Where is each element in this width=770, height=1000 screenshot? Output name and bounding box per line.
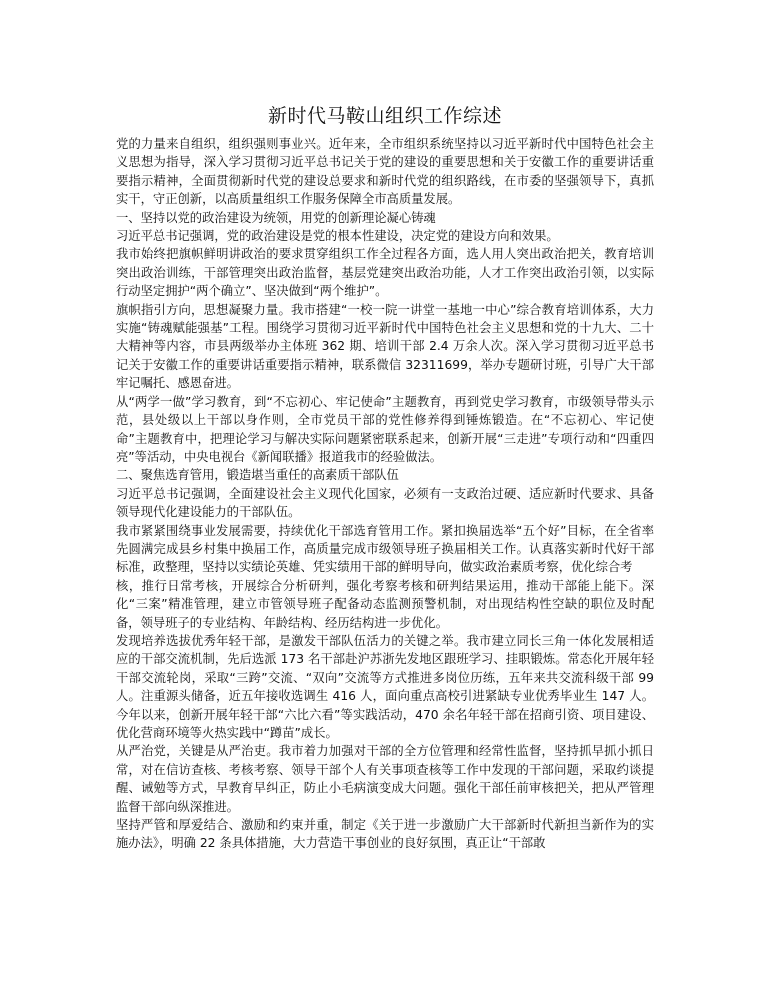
paragraph: 核，推行日常考核，开展综合分析研判，强化考察考核和研判结果运用，推动干部能上能下。深化“三案”精准管理，建立市管领导班子配备动态监测预警机制，对出现结构性空缺的职位及时配备，领导班子的专业结构、年龄结构、经历结构进一步优化。 xyxy=(116,578,654,630)
paragraph: 坚持严管和厚爱结合、激励和约束并重，制定《关于进一步激励广大干部新时代新担当新作为的实施办法》，明确 22 条具体措施，大力营造干事创业的良好氛围，真正让“干部敢 xyxy=(116,818,654,851)
paragraph: 发现培养选拔优秀年轻干部，是激发干部队伍活力的关键之举。我市建立同长三角一体化发展相适应的干部交流机制，先后选派 173 名干部赴沪苏浙先发地区跟班学习、挂职锻炼。常态化开展年轻干部交流轮岗，采取“三跨”交流、“双向”交流等方式推进多岗位历练，五年来共交流科级干部 99 人。注重源头储备，近五年接收选调生 416 人，面向重点高校引进紧缺专业优秀毕业生 147 人。今年以来，创新开展年轻干部“六比六看”等实践活动，470 余名年轻干部在招商引资、项目建设、优化营商环境等火热实践中“蹲苗”成长。 xyxy=(116,633,654,740)
paragraph: 我市始终把旗帜鲜明讲政治的要求贯穿组织工作全过程各方面，选人用人突出政治把关，教育培训突出政治训练，干部管理突出政治监督，基层党建突出政治功能，人才工作突出政治引领，以实际行动坚定拥护“两个确立”、坚决做到“两个维护”。 xyxy=(116,247,654,299)
paragraph: 从“两学一做”学习教育，到“不忘初心、牢记使命”主题教育，再到党史学习教育，市级领导带头示范，县处级以上干部以身作则，全市党员干部的党性修养得到锤炼锻造。在“不忘初心、牢记使命”主题教育中，把理论学习与解决实际问题紧密联系起来，创新开展“三走进”专项行动和“四重四亮”等活动，中央电视台《新闻联播》报道我市的经验做法。 xyxy=(116,394,654,464)
paragraph: 旗帜指引方向，思想凝聚力量。我市搭建“一校一院一讲堂一基地一中心”综合教育培训体系，大力实施“铸魂赋能强基”工程。围绕学习贯彻习近平新时代中国特色社会主义思想和党的十九大、二十大精神等内容，市县两级举办主体班 362 期、培训干部 2.4 万余人次。深入学习贯彻习近平总书记关于安徽工作的重要讲话重要指示精神，联系微信 32311699，举办专题研讨班，引导广大干部牢记嘱托、感恩奋进。 xyxy=(116,302,654,391)
paragraph: 我市紧紧围绕事业发展需要，持续优化干部选育管用工作。紧扣换届选举“五个好”目标，在全省率先圆满完成县乡村集中换届工作，高质量完成市级领导班子换届相关工作。认真落实新时代好干部标准，政整理，坚持以实绩论英雄、凭实绩用干部的鲜明导向，做实政治素质考察，优化综合考 xyxy=(116,523,654,575)
paragraph: 从严治党，关键是从严治吏。我市着力加强对干部的全方位管理和经常性监督，坚持抓早抓小抓日常，对在信访查核、考核考察、领导干部个人有关事项查核等工作中发现的干部问题，采取约谈提醒、诫勉等方式，早教育早纠正，防止小毛病演变成大问题。强化干部任前审核把关，把从严管理监督干部向纵深推进。 xyxy=(116,744,654,814)
document-body xyxy=(116,135,654,853)
paragraph-intro: 党的力量来自组织，组织强则事业兴。近年来，全市组织系统坚持以习近平新时代中国特色社会主义思想为指导，深入学习贯彻习近平总书记关于党的建设的重要思想和关于安徽工作的重要讲话重要指示精神，全面贯彻新时代党的建设总要求和新时代党的组织路线，在市委的坚强领导下，真抓实干，守正创新，以高质量组织工作服务保障全市高质量发展。 xyxy=(116,137,654,207)
section-heading-1: 一、坚持以党的政治建设为统领，用党的创新理论凝心铸魂 xyxy=(116,210,436,225)
paragraph: 习近平总书记强调，党的政治建设是党的根本性建设，决定党的建设方向和效果。 xyxy=(116,229,559,244)
section-heading-2: 二、聚焦选育管用，锻造堪当重任的高素质干部队伍 xyxy=(116,468,399,483)
document-title: 新时代马鞍山组织工作综述 xyxy=(267,105,502,127)
paragraph: 习近平总书记强调，全面建设社会主义现代化国家，必须有一支政治过硬、适应新时代要求、具备领导现代化建设能力的干部队伍。 xyxy=(116,486,654,520)
